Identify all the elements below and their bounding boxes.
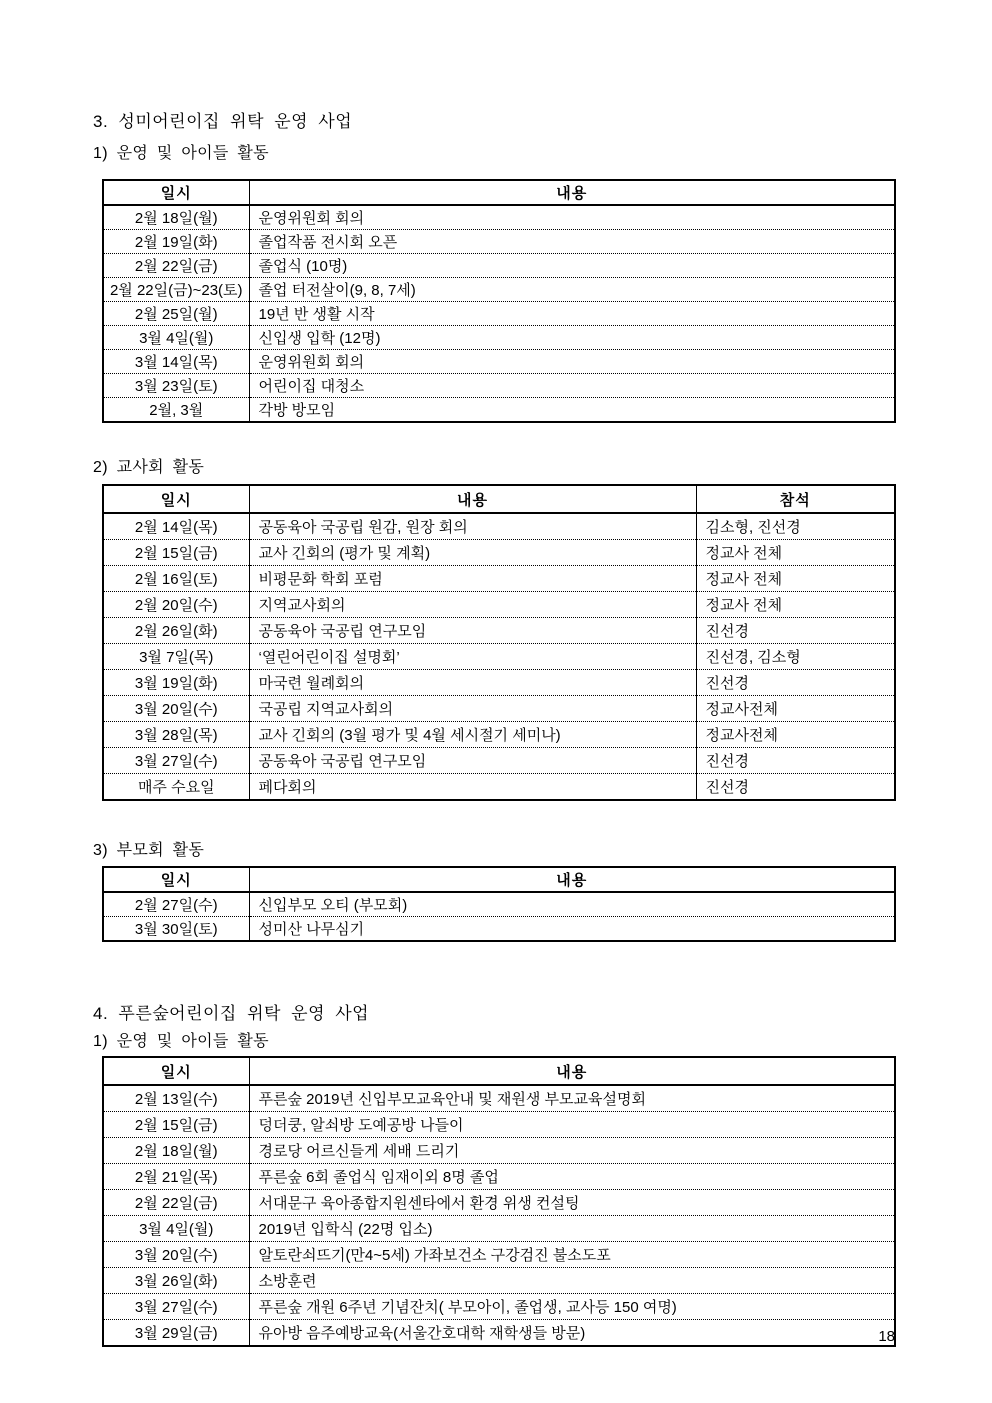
subsection-title-seongmi-operations: 1) 운영 및 아이들 활동 — [93, 145, 269, 162]
cell-date: 매주 수요일 — [103, 774, 249, 801]
cell-date: 2월 19일(화) — [103, 230, 249, 254]
table-row — [103, 1216, 895, 1242]
table-header-row — [103, 867, 895, 892]
table-row — [103, 374, 895, 398]
table-row — [103, 1112, 895, 1138]
cell-content: 푸른숲 개원 6주년 기념잔치( 부모아이, 졸업생, 교사등 150 여명) — [249, 1294, 895, 1320]
cell-content: 진선경 — [696, 774, 895, 801]
cell-date: 2월 14일(목) — [103, 513, 249, 540]
cell-content: 졸업식 (10명) — [249, 254, 895, 278]
cell-content: 정교사전체 — [696, 696, 895, 722]
cell-content: 어린이집 대청소 — [249, 374, 895, 398]
subsection-title-pureunsup-operations: 1) 운영 및 아이들 활동 — [93, 1033, 269, 1050]
cell-content: 경로당 어르신들게 세배 드리기 — [249, 1138, 895, 1164]
table-row — [103, 350, 895, 374]
cell-content: 푸른숲 6회 졸업식 임재이외 8명 졸업 — [249, 1164, 895, 1190]
column-header: 내용 — [249, 180, 895, 205]
column-header: 일시 — [103, 1057, 249, 1085]
table-header-row — [103, 1057, 895, 1085]
cell-content: 공동육아 국공립 연구모임 — [249, 748, 696, 774]
table-header-row — [103, 485, 895, 513]
page-number: 18 — [878, 1328, 895, 1345]
table-row — [103, 326, 895, 350]
table-row — [103, 205, 895, 230]
column-header: 일시 — [103, 485, 249, 513]
cell-content: 신입생 입학 (12명) — [249, 326, 895, 350]
column-header: 일시 — [103, 180, 249, 205]
cell-date: 2월 15일(금) — [103, 540, 249, 566]
column-header: 내용 — [249, 1057, 895, 1085]
cell-content: 교사 긴회의 (평가 및 계획) — [249, 540, 696, 566]
cell-content: 국공립 지역교사회의 — [249, 696, 696, 722]
cell-date: 3월 30일(토) — [103, 917, 249, 942]
section-title-pureunsup: 4. 푸른숲어린이집 위탁 운영 사업 — [93, 1004, 370, 1023]
seongmi-teachers-table — [102, 484, 896, 801]
cell-content: 소방훈련 — [249, 1268, 895, 1294]
cell-content: 푸른숲 2019년 신입부모교육안내 및 재원생 부모교육설명회 — [249, 1085, 895, 1112]
cell-date: 2월 25일(월) — [103, 302, 249, 326]
cell-content: 진선경, 김소형 — [696, 644, 895, 670]
cell-content: 페다회의 — [249, 774, 696, 801]
cell-date: 3월 4일(월) — [103, 326, 249, 350]
cell-content: 공동육아 국공립 연구모임 — [249, 618, 696, 644]
section-title-seongmi: 3. 성미어린이집 위탁 운영 사업 — [93, 112, 353, 131]
cell-date: 2월 15일(금) — [103, 1112, 249, 1138]
cell-date: 2월 18일(월) — [103, 1138, 249, 1164]
cell-content: 정교사 전체 — [696, 540, 895, 566]
column-header: 내용 — [249, 485, 696, 513]
cell-date: 3월 20일(수) — [103, 696, 249, 722]
cell-date: 2월 22일(금) — [103, 1190, 249, 1216]
seongmi-operations-table — [102, 179, 896, 423]
cell-content: ‘열린어린이집 설명회’ — [249, 644, 696, 670]
cell-date: 2월 13일(수) — [103, 1085, 249, 1112]
table-row — [103, 644, 895, 670]
table-row — [103, 513, 895, 540]
cell-content: 운영위원회 회의 — [249, 350, 895, 374]
cell-date: 3월 19일(화) — [103, 670, 249, 696]
cell-content: 정교사전체 — [696, 722, 895, 748]
cell-date: 2월 21일(목) — [103, 1164, 249, 1190]
cell-content: 운영위원회 회의 — [249, 205, 895, 230]
table-row — [103, 1268, 895, 1294]
column-header: 내용 — [249, 867, 895, 892]
cell-date: 2월 27일(수) — [103, 892, 249, 917]
cell-content: 진선경 — [696, 670, 895, 696]
table-row — [103, 1294, 895, 1320]
cell-content: 정교사 전체 — [696, 566, 895, 592]
cell-date: 3월 27일(수) — [103, 748, 249, 774]
table-row — [103, 722, 895, 748]
table-row — [103, 1242, 895, 1268]
cell-date: 3월 27일(수) — [103, 1294, 249, 1320]
seongmi-parents-table — [102, 866, 896, 942]
cell-date: 3월 28일(목) — [103, 722, 249, 748]
cell-content: 정교사 전체 — [696, 592, 895, 618]
table-row — [103, 566, 895, 592]
cell-date: 2월 16일(토) — [103, 566, 249, 592]
cell-date: 2월 18일(월) — [103, 205, 249, 230]
column-header: 참석 — [696, 485, 895, 513]
table-row — [103, 254, 895, 278]
cell-date: 3월 23일(토) — [103, 374, 249, 398]
table-row — [103, 748, 895, 774]
cell-date: 2월 22일(금) — [103, 254, 249, 278]
table-row — [103, 1164, 895, 1190]
table-row — [103, 1190, 895, 1216]
table-header-row — [103, 180, 895, 205]
cell-content: 2019년 입학식 (22명 입소) — [249, 1216, 895, 1242]
cell-content: 진선경 — [696, 748, 895, 774]
table-row — [103, 1320, 895, 1347]
subsection-title-seongmi-parents: 3) 부모회 활동 — [93, 842, 205, 859]
subsection-title-seongmi-teachers: 2) 교사회 활동 — [93, 459, 205, 476]
table-row — [103, 696, 895, 722]
table-row — [103, 1138, 895, 1164]
table-row — [103, 670, 895, 696]
cell-content: 졸업작품 전시회 오픈 — [249, 230, 895, 254]
cell-content: 교사 긴회의 (3월 평가 및 4월 세시절기 세미나) — [249, 722, 696, 748]
table-row — [103, 540, 895, 566]
cell-date: 2월 20일(수) — [103, 592, 249, 618]
table-row — [103, 917, 895, 942]
table-row — [103, 278, 895, 302]
table-row — [103, 1085, 895, 1112]
cell-content: 신입부모 오티 (부모회) — [249, 892, 895, 917]
cell-date: 3월 14일(목) — [103, 350, 249, 374]
cell-date: 2월, 3월 — [103, 398, 249, 423]
cell-content: 공동육아 국공립 원감, 원장 회의 — [249, 513, 696, 540]
cell-content: 졸업 터전살이(9, 8, 7세) — [249, 278, 895, 302]
table-row — [103, 592, 895, 618]
cell-content: 유아방 음주예방교육(서울간호대학 재학생들 방문) — [249, 1320, 895, 1347]
table-row — [103, 302, 895, 326]
cell-content: 각방 방모임 — [249, 398, 895, 423]
table-row — [103, 892, 895, 917]
table-row — [103, 230, 895, 254]
cell-date: 3월 7일(목) — [103, 644, 249, 670]
cell-date: 3월 29일(금) — [103, 1320, 249, 1347]
cell-content: 마국련 월례회의 — [249, 670, 696, 696]
table-row — [103, 398, 895, 423]
column-header: 일시 — [103, 867, 249, 892]
cell-date: 3월 4일(월) — [103, 1216, 249, 1242]
cell-content: 알토란쇠뜨기(만4~5세) 가좌보건소 구강검진 불소도포 — [249, 1242, 895, 1268]
cell-date: 3월 26일(화) — [103, 1268, 249, 1294]
cell-content: 서대문구 육아종합지원센타에서 환경 위생 컨설팅 — [249, 1190, 895, 1216]
cell-content: 19년 반 생활 시작 — [249, 302, 895, 326]
cell-content: 진선경 — [696, 618, 895, 644]
cell-content: 지역교사회의 — [249, 592, 696, 618]
cell-content: 덩더쿵, 알쇠방 도예공방 나들이 — [249, 1112, 895, 1138]
table-row — [103, 618, 895, 644]
cell-date: 2월 22일(금)~23(토) — [103, 278, 249, 302]
table-row — [103, 774, 895, 801]
cell-date: 2월 26일(화) — [103, 618, 249, 644]
cell-date: 3월 20일(수) — [103, 1242, 249, 1268]
cell-content: 성미산 나무심기 — [249, 917, 895, 942]
pureunsup-operations-table — [102, 1056, 896, 1347]
cell-content: 비평문화 학회 포럼 — [249, 566, 696, 592]
cell-content: 김소형, 진선경 — [696, 513, 895, 540]
